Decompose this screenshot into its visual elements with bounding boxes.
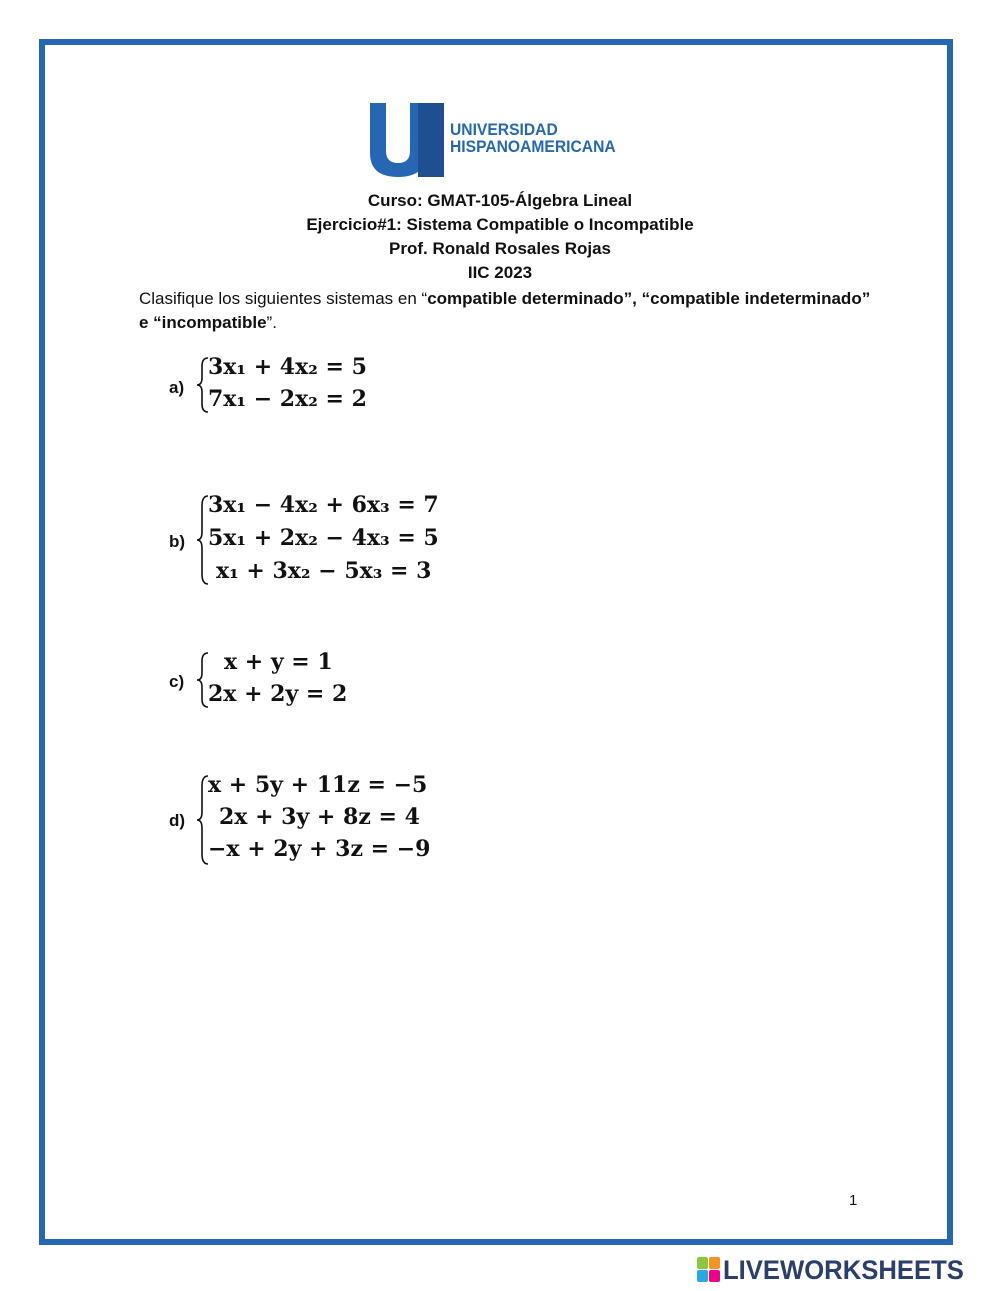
system-d-eq-2: 2x + 3y + 8z = 4 bbox=[219, 804, 420, 830]
university-logo bbox=[366, 103, 616, 183]
system-a-eq-1: 3x₁ + 4x₂ = 5 bbox=[208, 354, 367, 380]
liveworksheets-logo-icon bbox=[697, 1257, 721, 1283]
exercise-title: Ejercicio#1: Sistema Compatible o Incompatible bbox=[306, 215, 694, 234]
logo-line-1: UNIVERSIDAD bbox=[450, 120, 558, 139]
term: IIC 2023 bbox=[467, 263, 533, 282]
page-number: 1 bbox=[849, 1192, 858, 1209]
liveworksheets-text: LIVEWORKSHEETS bbox=[723, 1255, 964, 1285]
instructions-text: Clasifique los siguientes sistemas en “ bbox=[139, 289, 428, 308]
system-c-eq-2: 2x + 2y = 2 bbox=[208, 681, 348, 707]
uh-logo-mark-icon bbox=[366, 103, 446, 179]
system-a-eq-2: 7x₁ − 2x₂ = 2 bbox=[208, 386, 367, 412]
system-d-eq-3: −x + 2y + 3z = −9 bbox=[208, 836, 431, 862]
system-d-eq-1: x + 5y + 11z = −5 bbox=[208, 772, 428, 798]
instructions bbox=[139, 287, 879, 335]
instructions-bold: compatible determinado”, “compatible indeterminado” e “incompatible bbox=[139, 289, 871, 332]
system-c-eq-1: x + y = 1 bbox=[224, 649, 333, 675]
system-b-eq-3: x₁ + 3x₂ − 5x₃ = 3 bbox=[216, 558, 432, 584]
system-b-label: b) bbox=[169, 532, 186, 551]
system-d-label: d) bbox=[169, 811, 186, 830]
instructions-end: ”. bbox=[266, 313, 277, 332]
professor-name: Prof. Ronald Rosales Rojas bbox=[389, 239, 611, 258]
system-b-eq-2: 5x₁ + 2x₂ − 4x₃ = 5 bbox=[208, 525, 439, 551]
system-a-label: a) bbox=[169, 378, 185, 397]
logo-line-2: HISPANOAMERICANA bbox=[450, 137, 616, 156]
system-b-eq-1: 3x₁ − 4x₂ + 6x₃ = 7 bbox=[208, 492, 439, 518]
system-c-label: c) bbox=[169, 672, 185, 691]
course-title: Curso: GMAT-105-Álgebra Lineal bbox=[367, 191, 633, 210]
